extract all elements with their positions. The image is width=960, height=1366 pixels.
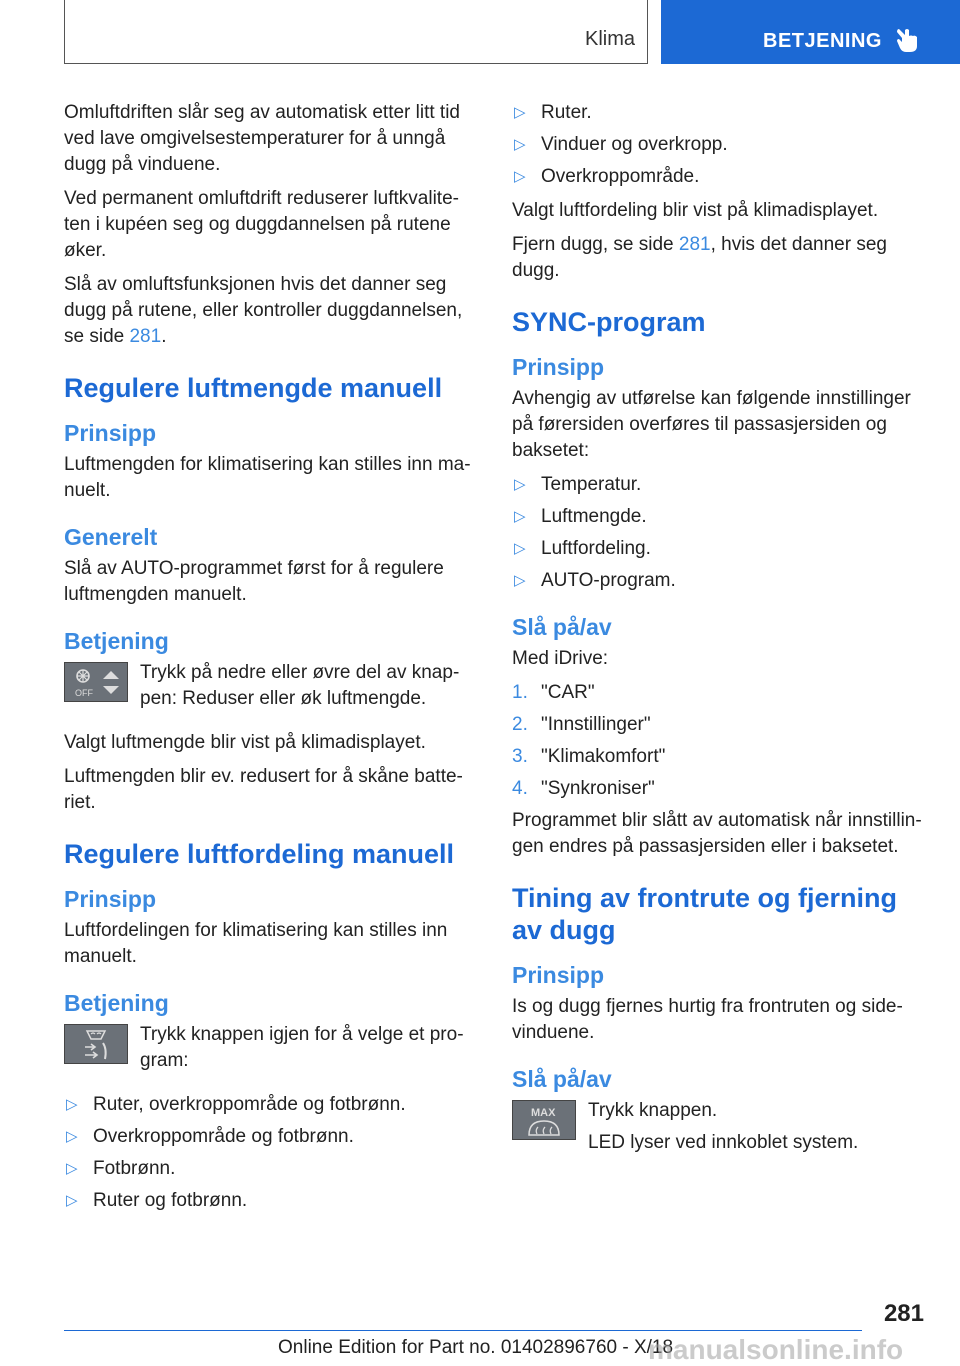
triangle-bullet-icon: ▷ (514, 572, 526, 589)
page-link[interactable]: 281 (678, 234, 711, 255)
triangle-bullet-icon: ▷ (514, 540, 526, 557)
header-chapter-box (64, 0, 648, 64)
triangle-bullet-icon: ▷ (514, 476, 526, 493)
section-tab (661, 0, 960, 64)
left-column (64, 100, 476, 1222)
footer-divider (64, 1330, 862, 1331)
step-item: 1. "CAR" (512, 682, 595, 703)
triangle-bullet-icon: ▷ (66, 1096, 78, 1113)
paragraph: Trykk knappen. (588, 1100, 718, 1121)
idrive-steps (512, 680, 924, 802)
edition-text: Online Edition for Part no. 01402896760 - X/18 (278, 1337, 674, 1358)
section-heading: Tining av frontrute og fjerning av dugg (512, 883, 897, 945)
list-item: ▷ Ruter og fotbrønn. (64, 1188, 476, 1214)
subsection-heading: Generelt (64, 524, 158, 550)
section-heading: SYNC-program (512, 307, 706, 337)
subsection-heading: Prinsipp (64, 886, 157, 912)
triangle-bullet-icon: ▷ (66, 1160, 78, 1177)
right-column (512, 100, 924, 1174)
list-item: ▷ Overkroppområde. (512, 164, 924, 190)
triangle-bullet-icon: ▷ (514, 136, 526, 153)
fan-off-button-icon (64, 662, 128, 702)
paragraph: Slå av AUTO-programmet først for å regulere luftmengden manuelt. (64, 558, 444, 605)
paragraph: Programmet blir slått av automatisk når innstillingen endres på passasjersiden eller i baksetet. (512, 810, 922, 857)
subsection-heading: Betjening (64, 628, 169, 654)
air-distribution-list-continued (512, 100, 924, 190)
max-label: MAX (531, 1107, 556, 1119)
list-item: ▷ Luftfordeling. (512, 536, 924, 562)
section-title: BETJENING (763, 30, 882, 52)
paragraph: Trykk på nedre eller øvre del av knappen: Reduser eller øk luftmengde. (140, 662, 460, 709)
paragraph: Slå av omluftsfunksjonen hvis det danner seg dugg på rutene, eller kontroller duggdannelsen, se side 281. (64, 274, 463, 347)
paragraph: Valgt luftmengde blir vist på klimadisplayet. (64, 732, 426, 753)
paragraph: Luftmengden blir ev. redusert for å skåne batteriet. (64, 766, 463, 813)
list-item: ▷ Ruter, overkroppområde og fotbrønn. (64, 1092, 476, 1118)
step-item: 3. "Klimakomfort" (512, 746, 666, 767)
watermark-logo: manualsonline.info (648, 1334, 904, 1365)
pointing-hand-icon (895, 26, 921, 54)
instruction-with-icon (512, 1098, 924, 1162)
air-distribution-button-icon (64, 1024, 128, 1064)
paragraph: Ved permanent omluftdrift reduserer luftkvaliteten i kupéen seg og duggdannelsen på rutene øker. (64, 188, 459, 261)
triangle-bullet-icon: ▷ (514, 104, 526, 121)
triangle-bullet-icon: ▷ (514, 168, 526, 185)
instruction-with-icon (64, 1022, 476, 1080)
list-item: ▷ Ruter. (512, 100, 924, 126)
list-item: ▷ Vinduer og overkropp. (512, 132, 924, 158)
step-item: 2. "Innstillinger" (512, 714, 651, 735)
fan-off-label: OFF (75, 688, 93, 698)
subsection-heading: Slå på/av (512, 1066, 612, 1092)
paragraph: Luftfordelingen for klimatisering kan stilles inn manuelt. (64, 920, 448, 967)
page-link[interactable]: 281 (129, 326, 162, 347)
paragraph: Luftmengden for klimatisering kan stilles inn manuelt. (64, 454, 471, 501)
triangle-bullet-icon: ▷ (66, 1128, 78, 1145)
subsection-heading: Slå på/av (512, 614, 612, 640)
subsection-heading: Prinsipp (512, 962, 605, 988)
list-item: ▷ Temperatur. (512, 472, 924, 498)
step-item: 4. "Synkroniser" (512, 778, 655, 799)
max-defrost-button-icon (512, 1100, 576, 1140)
section-heading: Regulere luftfordeling manuell (64, 839, 455, 869)
paragraph: Omluftdriften slår seg av automatisk etter litt tid ved lave omgivelsestemperaturer for å unngå dugg på vinduene. (64, 102, 460, 175)
list-item: ▷ AUTO-program. (512, 568, 924, 594)
triangle-bullet-icon: ▷ (514, 508, 526, 525)
paragraph: Trykk knappen igjen for å velge et program: (140, 1024, 464, 1071)
instruction-with-icon (64, 660, 476, 718)
subsection-heading: Betjening (64, 990, 169, 1016)
air-distribution-list (64, 1092, 476, 1214)
list-item: ▷ Fotbrønn. (64, 1156, 476, 1182)
paragraph: Med iDrive: (512, 648, 609, 669)
paragraph: Is og dugg fjernes hurtig fra frontruten og sidevinduene. (512, 996, 903, 1043)
subsection-heading: Prinsipp (512, 354, 605, 380)
paragraph: LED lyser ved innkoblet system. (588, 1132, 859, 1153)
sync-settings-list (512, 472, 924, 594)
paragraph: Avhengig av utførelse kan følgende innstillinger på førersiden overføres til passasjersiden og baksetet: (512, 388, 911, 461)
list-item: ▷ Luftmengde. (512, 504, 924, 530)
section-heading: Regulere luftmengde manuell (64, 373, 443, 403)
paragraph: Fjern dugg, se side 281, hvis det danner seg dugg. (512, 234, 887, 281)
page-number: 281 (883, 1300, 924, 1327)
subsection-heading: Prinsipp (64, 420, 157, 446)
triangle-bullet-icon: ▷ (66, 1192, 78, 1209)
chapter-title: Klima (584, 28, 635, 50)
list-item: ▷ Overkroppområde og fotbrønn. (64, 1124, 476, 1150)
paragraph: Valgt luftfordeling blir vist på klimadisplayet. (512, 200, 879, 221)
